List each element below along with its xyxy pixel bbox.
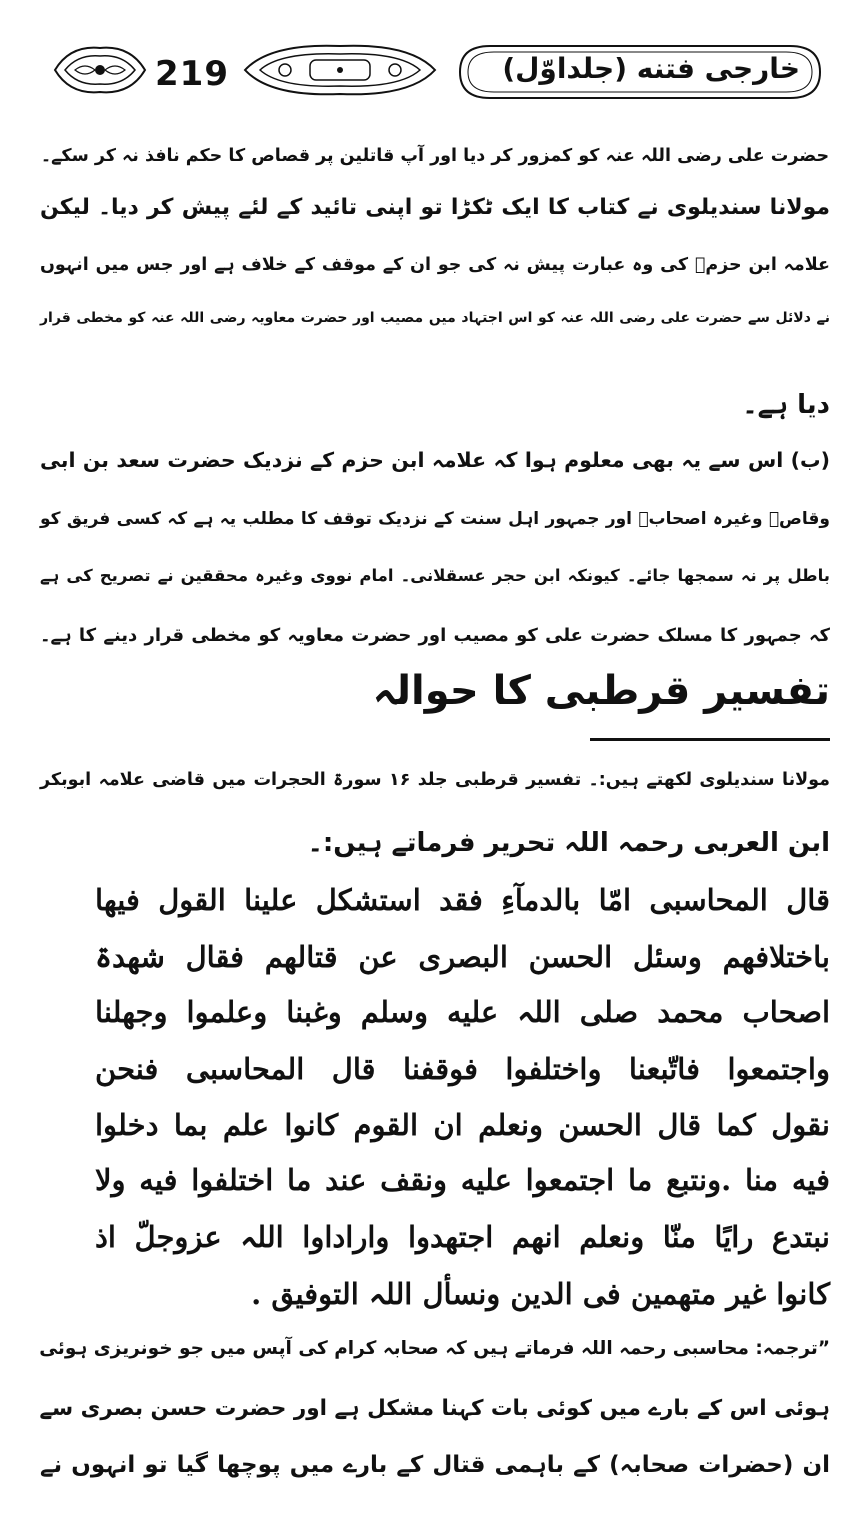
arabic-line-4: واجتمعوا فاتّبعنا واختلفوا فوقفنا قال المحاسبی فنحن [95,1052,830,1086]
body-line-7: وقاصؓ وغیرہ اصحابؓ اور جمہور اہل سنت کے نزدیک توقف کا مطلب یہ ہے کہ کسی فریق کو [40,509,830,529]
left-ornament-icon [50,40,150,100]
body-line-8: باطل پر نہ سمجھا جائے۔ کیونکہ ابن حجر عسقلانی۔ امام نووی وغیرہ محققین نے تصریح کی ہے [40,566,830,585]
page-number: 219 [155,54,229,94]
running-title: خارجی فتنه (جلداوّل) [502,52,800,85]
heading-underline [590,738,830,741]
arabic-line-2: باختلافھم وسئل الحسن البصری عن قتالھم فقال شھدۃ [95,940,830,974]
body-line-6: (ب) اس سے یہ بھی معلوم ہوا کہ علامہ ابن حزم کے نزدیک حضرت سعد بن ابی [40,448,830,472]
arabic-line-5: نقول کما قال الحسن ونعلم ان القوم کانوا علم بما دخلوا [95,1108,830,1142]
translation-line-2: ہوئی اس کے بارے میں کوئی بات کہنا مشکل ہے اور حضرت حسن بصری سے [39,1396,830,1421]
body-line-5: دیا ہے۔ [742,390,830,420]
section-heading: تفسیر قرطبی کا حوالہ [372,668,830,714]
body-line-9: کہ جمہور کا مسلک حضرت علی کو مصیب اور حضرت معاویہ کو مخطی قرار دینے کا ہے۔ [40,625,830,646]
translation-line-1: ”ترجمہ: محاسبی رحمہ اللہ فرماتے ہیں کہ صحابہ کرام کی آپس میں جو خونریزی ہوئی [39,1338,830,1359]
intro-line-2: ابن العربی رحمہ اللہ تحریر فرماتے ہیں:۔ [307,828,830,858]
center-ornament-icon [240,40,440,100]
body-line-1: حضرت علی رضی اللہ عنہ کو کمزور کر دیا اور آپ قاتلین پر قصاص کا حکم نافذ نہ کر سکے۔ [40,146,830,166]
arabic-line-8: کانوا غیر متھمین فی الدین ونسأل اللہ التوفیق . [251,1277,830,1311]
body-line-3: علامہ ابن حزمؒ کی وہ عبارت پیش نہ کی جو ان کے موقف کے خلاف ہے اور جس میں انہوں [40,255,830,275]
page-header [40,40,830,110]
arabic-line-1: قال المحاسبی امّا بالدمآءِ فقد استشکل علینا القول فیھا [95,883,830,917]
arabic-line-6: فیه منا .ونتبع ما اجتمعوا علیه ونقف عند ما اختلفوا فیه ولا [95,1163,830,1197]
body-line-2: مولانا سندیلوی نے کتاب کا ایک ٹکڑا تو اپنی تائید کے لئے پیش کر دیا۔ لیکن [40,195,830,220]
arabic-line-3: اصحاب محمد صلی اللہ علیه وسلم وغبنا وعلموا وجھلنا [95,995,830,1029]
section-heading-block [372,668,830,748]
arabic-line-7: نبتدع رایًا منّا ونعلم انھم اجتھدوا واراداوا اللہ عزوجلّ اذ [95,1220,830,1254]
body-line-4: نے دلائل سے حضرت علی رضی اللہ عنہ کو اس اجتہاد میں مصیب اور حضرت معاویہ رضی اللہ عنہ کو مخطی قرار [40,310,830,326]
translation-line-3: ان (حضرات صحابہ) کے باہمی قتال کے بارے میں پوچھا گیا تو انہوں نے [40,1452,830,1478]
intro-line-1: مولانا سندیلوی لکھتے ہیں:۔ تفسیر قرطبی جلد ۱۶ سورۃ الحجرات میں قاضی علامہ ابوبکر [40,770,830,790]
